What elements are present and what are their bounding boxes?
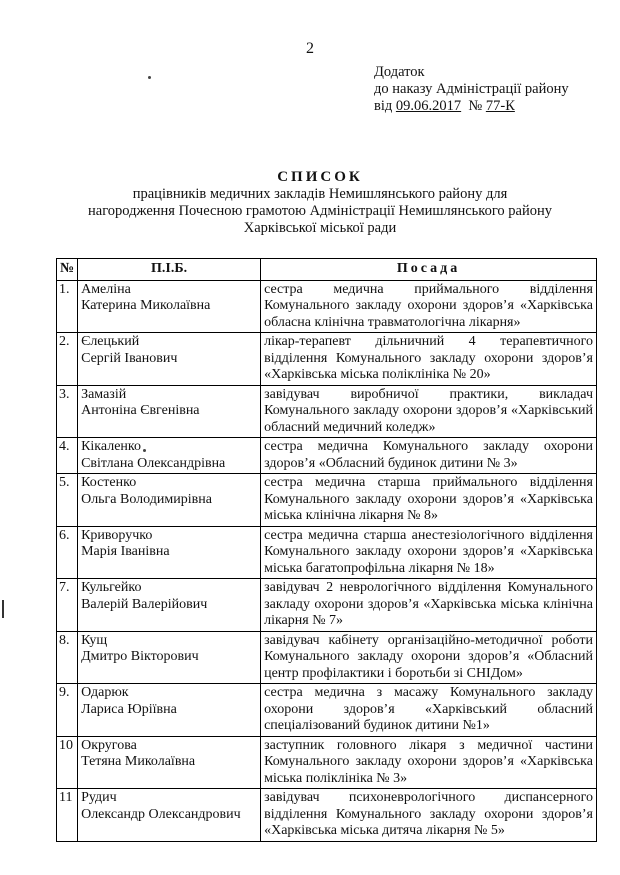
row-surname: Округова — [81, 737, 137, 753]
row-name — [78, 474, 261, 527]
table-row — [57, 438, 597, 474]
row-position: сестра медична приймального відділення Комунального закладу охорони здоров’я «Харківська обласна клінічна травматологічна лікарня» — [261, 280, 597, 333]
row-surname: Кікаленко — [81, 439, 142, 454]
addendum-from: від — [374, 98, 396, 114]
table-row — [57, 526, 597, 579]
row-number: 9. — [57, 684, 78, 737]
row-position: сестра медична старша анестезіологічного відділення Комунального закладу охорони здоров’я «Харківська міська багатопрофільна лікарня № 18» — [261, 526, 597, 579]
table-row — [57, 333, 597, 386]
awardees-table — [56, 258, 597, 842]
scan-speck — [148, 76, 151, 79]
table-row — [57, 474, 597, 527]
row-number: 3. — [57, 385, 78, 438]
row-number: 10 — [57, 736, 78, 789]
row-given-name: Тетяна Миколаївна — [81, 754, 196, 769]
row-given-name: Марія Іванівна — [81, 544, 170, 559]
scan-edge-mark — [2, 600, 4, 618]
row-surname: Замазій — [81, 386, 127, 402]
table-row — [57, 579, 597, 632]
row-number: 8. — [57, 631, 78, 684]
row-given-name: Світлана Олександрівна — [81, 455, 226, 471]
row-surname: Кущ — [81, 632, 108, 648]
row-name — [78, 385, 261, 438]
row-given-name: Олександр Олександрович — [81, 806, 241, 822]
table-row — [57, 736, 597, 789]
row-given-name: Ольга Володимирівна — [81, 491, 212, 507]
header-number: № — [57, 259, 78, 281]
row-number: 1. — [57, 280, 78, 333]
row-given-name: Сергій Іванович — [81, 350, 178, 366]
row-position: завідувач кабінету організаційно-методичної роботи Комунального закладу охорони здоров’я «Обласний центр профілактики і боротьби зі СНІДом» — [261, 631, 597, 684]
row-number: 7. — [57, 579, 78, 632]
row-name — [78, 736, 261, 789]
row-number: 4. — [57, 438, 78, 474]
addendum-line-3 — [374, 98, 569, 115]
document-title: СПИСОК — [277, 169, 363, 185]
row-surname: Амеліна — [81, 281, 131, 297]
row-name — [78, 579, 261, 632]
row-name — [78, 789, 261, 842]
table-row — [57, 385, 597, 438]
table-body — [57, 280, 597, 841]
row-surname: Одарюк — [81, 685, 129, 700]
row-given-name: Дмитро Вікторович — [81, 649, 199, 664]
row-number: 11 — [57, 789, 78, 842]
table-row — [57, 684, 597, 737]
row-name — [78, 684, 261, 737]
row-surname: Єлецький — [81, 334, 140, 349]
addendum-line-2: до наказу Адміністрації району — [374, 81, 569, 97]
subtitle-line-3: Харківської міської ради — [243, 220, 397, 236]
table-row — [57, 789, 597, 842]
header-position: Посада — [261, 259, 597, 281]
row-name — [78, 438, 261, 474]
row-name — [78, 333, 261, 386]
row-position: завідувач 2 неврологічного відділення Комунального закладу охорони здоров’я «Харківська міська клінічна лікарня № 7» — [261, 579, 597, 632]
row-position: завідувач виробничої практики, викладач Комунального закладу охорони здоров’я «Харківський обласний медичний коледж» — [261, 385, 597, 438]
addendum-block — [374, 64, 569, 115]
row-given-name: Катерина Миколаївна — [81, 298, 211, 313]
row-name — [78, 526, 261, 579]
row-number: 6. — [57, 526, 78, 579]
header-name: П.І.Б. — [78, 259, 261, 281]
table-row — [57, 631, 597, 684]
number-sign: № — [468, 98, 483, 114]
row-name — [78, 631, 261, 684]
row-given-name: Лариса Юріївна — [81, 701, 177, 717]
row-position: сестра медична старша приймального відділення Комунального закладу охорони здоров’я «Харківська міська клінічна лікарня № 8» — [261, 474, 597, 527]
page-number: 2 — [306, 40, 314, 57]
order-number: 77-К — [485, 98, 515, 114]
row-given-name: Антоніна Євгенівна — [81, 403, 200, 418]
row-position: сестра медична Комунального закладу охорони здоров’я «Обласний будинок дитини № 3» — [261, 438, 597, 474]
addendum-line-1: Додаток — [374, 64, 425, 80]
table-row — [57, 280, 597, 333]
row-surname: Криворучко — [81, 527, 153, 543]
row-position: сестра медична з масажу Комунального закладу охорони здоров’я «Харківський обласний спеціалізований будинок дитини №1» — [261, 684, 597, 737]
row-position: завідувач психоневрологічного диспансерного відділення Комунального закладу охорони здоров’я «Харківська міська дитяча лікарня № 5» — [261, 789, 597, 842]
subtitle-line-2: нагородження Почесною грамотою Адміністрації Немишлянського району — [88, 203, 552, 219]
order-date: 09.06.2017 — [395, 98, 462, 114]
subtitle-line-1: працівників медичних закладів Немишлянського району для — [132, 186, 508, 202]
row-position: заступник головного лікаря з медичної частини Комунального закладу охорони здоров’я «Харківська міська поліклініка № 3» — [261, 736, 597, 789]
row-surname: Кульгейко — [81, 580, 142, 595]
row-number: 2. — [57, 333, 78, 386]
row-surname: Костенко — [81, 475, 137, 490]
row-number: 5. — [57, 474, 78, 527]
table-header-row — [57, 259, 597, 281]
scan-speck — [143, 449, 146, 452]
title-block — [40, 168, 600, 237]
row-position: лікар-терапевт дільничний 4 терапевтичного відділення Комунального закладу охорони здоров’я «Харківська міська поліклініка № 20» — [261, 333, 597, 386]
row-surname: Рудич — [81, 790, 117, 805]
row-given-name: Валерій Валерійович — [81, 596, 208, 612]
row-name — [78, 280, 261, 333]
